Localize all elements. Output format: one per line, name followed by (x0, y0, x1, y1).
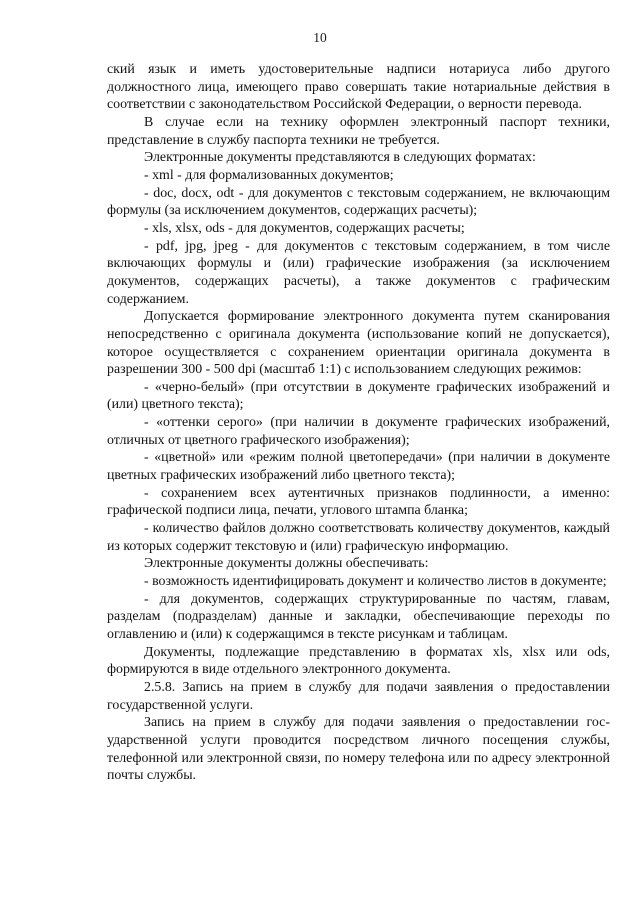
list-item: - «оттенки серого» (при наличии в документе графических изображений, отличных от цветного графического изображения); (107, 415, 610, 448)
paragraph: Запись на прием в службу для подачи заявления о предоставлении государственной услуги проводится посредством личного посещения службы, телефонной или электронной связи, по номеру телефона или по адресу электронной почты службы. (107, 715, 610, 784)
paragraph: ский язык и иметь удостоверительные надписи нотариуса либо другого должностного лица, имеющего право совершать такие нотариальные действия в соответствии с законодательством Российской Федерации, о верности перевода. (107, 62, 610, 113)
list-item: - для документов, содержащих структурированные по частям, главам, разделам (подразделам) данные и закладки, обеспечивающие переходы по оглавлению и (или) к содержащимся в тексте рисункам и таблицам. (107, 591, 610, 642)
document-body (107, 61, 610, 785)
list-item: - сохранением всех аутентичных признаков подлинности, а именно: графической подписи лица, печати, углового штампа бланка; (107, 485, 610, 519)
list-item: - doc, docx, odt - для документов с текстовым содержанием, не включающим формулы (за исключением документов, содержащих расчеты); (107, 185, 610, 219)
paragraph: Электронные документы должны обеспечивать: (144, 556, 429, 572)
list-item: - количество файлов должно соответствовать количеству документов, каждый из которых содержит текстовую и (или) графическую информацию. (107, 521, 610, 554)
list-item: - возможность идентифицировать документ и количество листов в документе; (144, 574, 607, 590)
paragraph: Допускается формирование электронного документа путем сканирования непосредственно с оригинала документа (использование копий не допускается), которое осуществляется с сохранением ориентации оригинала документа в разрешении 300 - 500 dpi (масштаб 1:1) с использованием следующих режимов: (107, 309, 610, 378)
list-item: - xls, xlsx, ods - для документов, содержащих расчеты; (144, 220, 465, 236)
section-heading: 2.5.8. Запись на прием в службу для подачи заявления о предоставлении государственной услуги. (107, 679, 610, 713)
list-item: - «черно-белый» (при отсутствии в документе графических изображений и (или) цветного текста); (107, 379, 610, 413)
paragraph: В случае если на технику оформлен электронный паспорт техники, представление в службу паспорта техники не требуется. (107, 114, 610, 148)
list-item: - pdf, jpg, jpeg - для документов с текстовым содержанием, в том числе включающих формулы и (или) графические изображения (за исключением документов, содержащих расчеты), а также документов с графическим содержанием. (107, 238, 610, 307)
paragraph: Электронные документы представляются в следующих форматах: (144, 150, 536, 166)
list-item: - «цветной» или «режим полной цветопередачи» (при наличии в документе цветных графических изображений либо цветного текста); (107, 450, 610, 484)
paragraph: Документы, подлежащие представлению в форматах xls, xlsx или ods, формируются в виде отдельного электронного документа. (107, 644, 610, 678)
list-item: - xml - для формализованных документов; (144, 167, 394, 183)
page-number: 10 (313, 30, 327, 45)
